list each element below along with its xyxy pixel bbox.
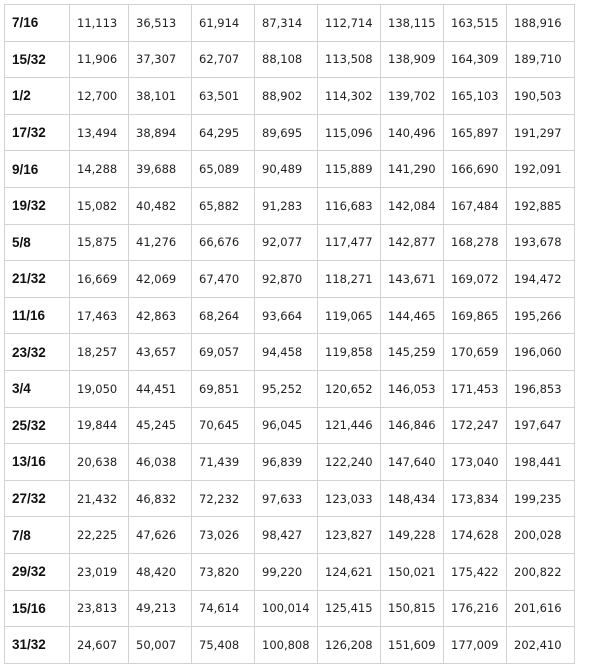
millimeter-value-cell: 38,894 — [129, 114, 192, 151]
millimeter-value-cell: 169,865 — [444, 297, 507, 334]
millimeter-value-cell: 96,839 — [255, 444, 318, 481]
millimeter-value-cell: 196,853 — [507, 370, 575, 407]
inch-fraction-cell: 17/32 — [5, 114, 70, 151]
millimeter-value-cell: 172,247 — [444, 407, 507, 444]
table-row — [5, 407, 575, 444]
millimeter-value-cell: 171,453 — [444, 370, 507, 407]
millimeter-value-cell: 24,607 — [70, 627, 129, 664]
millimeter-value-cell: 50,007 — [129, 627, 192, 664]
millimeter-value-cell: 170,659 — [444, 334, 507, 371]
millimeter-value-cell: 175,422 — [444, 553, 507, 590]
millimeter-value-cell: 142,877 — [381, 224, 444, 261]
millimeter-value-cell: 199,235 — [507, 480, 575, 517]
table-row — [5, 444, 575, 481]
millimeter-value-cell: 73,026 — [192, 517, 255, 554]
inch-fraction-cell: 19/32 — [5, 187, 70, 224]
inch-fraction-cell: 15/16 — [5, 590, 70, 627]
table-row — [5, 480, 575, 517]
millimeter-value-cell: 89,695 — [255, 114, 318, 151]
millimeter-value-cell: 165,103 — [444, 78, 507, 115]
table-row — [5, 517, 575, 554]
millimeter-value-cell: 36,513 — [129, 5, 192, 42]
millimeter-value-cell: 15,082 — [70, 187, 129, 224]
millimeter-value-cell: 123,033 — [318, 480, 381, 517]
table-row — [5, 370, 575, 407]
millimeter-value-cell: 169,072 — [444, 261, 507, 298]
conversion-table-container — [4, 4, 575, 664]
millimeter-value-cell: 141,290 — [381, 151, 444, 188]
millimeter-value-cell: 138,909 — [381, 41, 444, 78]
inch-fraction-cell: 7/16 — [5, 5, 70, 42]
millimeter-value-cell: 193,678 — [507, 224, 575, 261]
millimeter-value-cell: 167,484 — [444, 187, 507, 224]
millimeter-value-cell: 94,458 — [255, 334, 318, 371]
millimeter-value-cell: 150,815 — [381, 590, 444, 627]
millimeter-value-cell: 196,060 — [507, 334, 575, 371]
inch-fraction-cell: 21/32 — [5, 261, 70, 298]
millimeter-value-cell: 126,208 — [318, 627, 381, 664]
millimeter-value-cell: 100,014 — [255, 590, 318, 627]
millimeter-value-cell: 44,451 — [129, 370, 192, 407]
millimeter-value-cell: 46,832 — [129, 480, 192, 517]
millimeter-value-cell: 123,827 — [318, 517, 381, 554]
inch-fraction-cell: 31/32 — [5, 627, 70, 664]
millimeter-value-cell: 66,676 — [192, 224, 255, 261]
millimeter-value-cell: 39,688 — [129, 151, 192, 188]
millimeter-value-cell: 168,278 — [444, 224, 507, 261]
millimeter-value-cell: 200,822 — [507, 553, 575, 590]
millimeter-value-cell: 15,875 — [70, 224, 129, 261]
table-row — [5, 224, 575, 261]
inch-fraction-cell: 11/16 — [5, 297, 70, 334]
millimeter-value-cell: 164,309 — [444, 41, 507, 78]
millimeter-value-cell: 166,690 — [444, 151, 507, 188]
millimeter-value-cell: 116,683 — [318, 187, 381, 224]
millimeter-value-cell: 61,914 — [192, 5, 255, 42]
millimeter-value-cell: 165,897 — [444, 114, 507, 151]
millimeter-value-cell: 138,115 — [381, 5, 444, 42]
millimeter-value-cell: 41,276 — [129, 224, 192, 261]
millimeter-value-cell: 64,295 — [192, 114, 255, 151]
millimeter-value-cell: 91,283 — [255, 187, 318, 224]
millimeter-value-cell: 121,446 — [318, 407, 381, 444]
millimeter-value-cell: 173,040 — [444, 444, 507, 481]
millimeter-value-cell: 115,096 — [318, 114, 381, 151]
millimeter-value-cell: 200,028 — [507, 517, 575, 554]
millimeter-value-cell: 139,702 — [381, 78, 444, 115]
millimeter-value-cell: 11,113 — [70, 5, 129, 42]
millimeter-value-cell: 148,434 — [381, 480, 444, 517]
millimeter-value-cell: 47,626 — [129, 517, 192, 554]
millimeter-value-cell: 93,664 — [255, 297, 318, 334]
millimeter-value-cell: 14,288 — [70, 151, 129, 188]
millimeter-value-cell: 146,846 — [381, 407, 444, 444]
table-row — [5, 627, 575, 664]
millimeter-value-cell: 68,264 — [192, 297, 255, 334]
millimeter-value-cell: 72,232 — [192, 480, 255, 517]
millimeter-value-cell: 37,307 — [129, 41, 192, 78]
millimeter-value-cell: 125,415 — [318, 590, 381, 627]
millimeter-value-cell: 65,882 — [192, 187, 255, 224]
millimeter-value-cell: 189,710 — [507, 41, 575, 78]
millimeter-value-cell: 48,420 — [129, 553, 192, 590]
inch-fraction-cell: 3/4 — [5, 370, 70, 407]
millimeter-value-cell: 176,216 — [444, 590, 507, 627]
millimeter-value-cell: 144,465 — [381, 297, 444, 334]
millimeter-value-cell: 112,714 — [318, 5, 381, 42]
millimeter-value-cell: 115,889 — [318, 151, 381, 188]
millimeter-value-cell: 146,053 — [381, 370, 444, 407]
millimeter-value-cell: 11,906 — [70, 41, 129, 78]
table-row — [5, 5, 575, 42]
table-row — [5, 78, 575, 115]
millimeter-value-cell: 95,252 — [255, 370, 318, 407]
millimeter-value-cell: 151,609 — [381, 627, 444, 664]
millimeter-value-cell: 118,271 — [318, 261, 381, 298]
inch-fraction-cell: 27/32 — [5, 480, 70, 517]
millimeter-value-cell: 19,844 — [70, 407, 129, 444]
millimeter-value-cell: 192,091 — [507, 151, 575, 188]
millimeter-value-cell: 145,259 — [381, 334, 444, 371]
millimeter-value-cell: 113,508 — [318, 41, 381, 78]
millimeter-value-cell: 177,009 — [444, 627, 507, 664]
table-row — [5, 261, 575, 298]
millimeter-value-cell: 100,808 — [255, 627, 318, 664]
table-row — [5, 187, 575, 224]
millimeter-value-cell: 18,257 — [70, 334, 129, 371]
inch-fraction-cell: 25/32 — [5, 407, 70, 444]
inch-fraction-cell: 9/16 — [5, 151, 70, 188]
millimeter-value-cell: 75,408 — [192, 627, 255, 664]
millimeter-value-cell: 140,496 — [381, 114, 444, 151]
millimeter-value-cell: 90,489 — [255, 151, 318, 188]
table-row — [5, 41, 575, 78]
millimeter-value-cell: 63,501 — [192, 78, 255, 115]
millimeter-value-cell: 163,515 — [444, 5, 507, 42]
millimeter-value-cell: 40,482 — [129, 187, 192, 224]
table-row — [5, 334, 575, 371]
millimeter-value-cell: 88,902 — [255, 78, 318, 115]
millimeter-value-cell: 69,057 — [192, 334, 255, 371]
millimeter-value-cell: 142,084 — [381, 187, 444, 224]
millimeter-value-cell: 65,089 — [192, 151, 255, 188]
millimeter-value-cell: 188,916 — [507, 5, 575, 42]
millimeter-value-cell: 23,813 — [70, 590, 129, 627]
millimeter-value-cell: 117,477 — [318, 224, 381, 261]
millimeter-value-cell: 49,213 — [129, 590, 192, 627]
inch-fraction-cell: 23/32 — [5, 334, 70, 371]
table-body — [5, 5, 575, 664]
millimeter-value-cell: 97,633 — [255, 480, 318, 517]
millimeter-value-cell: 69,851 — [192, 370, 255, 407]
millimeter-value-cell: 17,463 — [70, 297, 129, 334]
table-row — [5, 590, 575, 627]
millimeter-value-cell: 92,870 — [255, 261, 318, 298]
millimeter-value-cell: 96,045 — [255, 407, 318, 444]
millimeter-value-cell: 198,441 — [507, 444, 575, 481]
inch-fraction-cell: 15/32 — [5, 41, 70, 78]
millimeter-value-cell: 197,647 — [507, 407, 575, 444]
millimeter-value-cell: 92,077 — [255, 224, 318, 261]
millimeter-value-cell: 120,652 — [318, 370, 381, 407]
millimeter-value-cell: 45,245 — [129, 407, 192, 444]
millimeter-value-cell: 21,432 — [70, 480, 129, 517]
millimeter-value-cell: 191,297 — [507, 114, 575, 151]
millimeter-value-cell: 42,863 — [129, 297, 192, 334]
millimeter-value-cell: 122,240 — [318, 444, 381, 481]
millimeter-value-cell: 149,228 — [381, 517, 444, 554]
table-row — [5, 553, 575, 590]
table-row — [5, 114, 575, 151]
table-row — [5, 297, 575, 334]
inch-to-mm-conversion-table — [4, 4, 575, 664]
millimeter-value-cell: 150,021 — [381, 553, 444, 590]
millimeter-value-cell: 43,657 — [129, 334, 192, 371]
millimeter-value-cell: 38,101 — [129, 78, 192, 115]
millimeter-value-cell: 42,069 — [129, 261, 192, 298]
inch-fraction-cell: 5/8 — [5, 224, 70, 261]
millimeter-value-cell: 46,038 — [129, 444, 192, 481]
millimeter-value-cell: 19,050 — [70, 370, 129, 407]
millimeter-value-cell: 173,834 — [444, 480, 507, 517]
inch-fraction-cell: 13/16 — [5, 444, 70, 481]
millimeter-value-cell: 99,220 — [255, 553, 318, 590]
millimeter-value-cell: 192,885 — [507, 187, 575, 224]
millimeter-value-cell: 22,225 — [70, 517, 129, 554]
table-row — [5, 151, 575, 188]
millimeter-value-cell: 174,628 — [444, 517, 507, 554]
millimeter-value-cell: 74,614 — [192, 590, 255, 627]
millimeter-value-cell: 114,302 — [318, 78, 381, 115]
millimeter-value-cell: 147,640 — [381, 444, 444, 481]
inch-fraction-cell: 1/2 — [5, 78, 70, 115]
millimeter-value-cell: 16,669 — [70, 261, 129, 298]
millimeter-value-cell: 70,645 — [192, 407, 255, 444]
millimeter-value-cell: 119,858 — [318, 334, 381, 371]
millimeter-value-cell: 88,108 — [255, 41, 318, 78]
millimeter-value-cell: 119,065 — [318, 297, 381, 334]
millimeter-value-cell: 143,671 — [381, 261, 444, 298]
millimeter-value-cell: 124,621 — [318, 553, 381, 590]
millimeter-value-cell: 73,820 — [192, 553, 255, 590]
millimeter-value-cell: 201,616 — [507, 590, 575, 627]
inch-fraction-cell: 7/8 — [5, 517, 70, 554]
millimeter-value-cell: 62,707 — [192, 41, 255, 78]
millimeter-value-cell: 87,314 — [255, 5, 318, 42]
millimeter-value-cell: 12,700 — [70, 78, 129, 115]
millimeter-value-cell: 195,266 — [507, 297, 575, 334]
millimeter-value-cell: 71,439 — [192, 444, 255, 481]
millimeter-value-cell: 202,410 — [507, 627, 575, 664]
millimeter-value-cell: 194,472 — [507, 261, 575, 298]
inch-fraction-cell: 29/32 — [5, 553, 70, 590]
millimeter-value-cell: 98,427 — [255, 517, 318, 554]
millimeter-value-cell: 23,019 — [70, 553, 129, 590]
millimeter-value-cell: 13,494 — [70, 114, 129, 151]
millimeter-value-cell: 190,503 — [507, 78, 575, 115]
millimeter-value-cell: 67,470 — [192, 261, 255, 298]
millimeter-value-cell: 20,638 — [70, 444, 129, 481]
